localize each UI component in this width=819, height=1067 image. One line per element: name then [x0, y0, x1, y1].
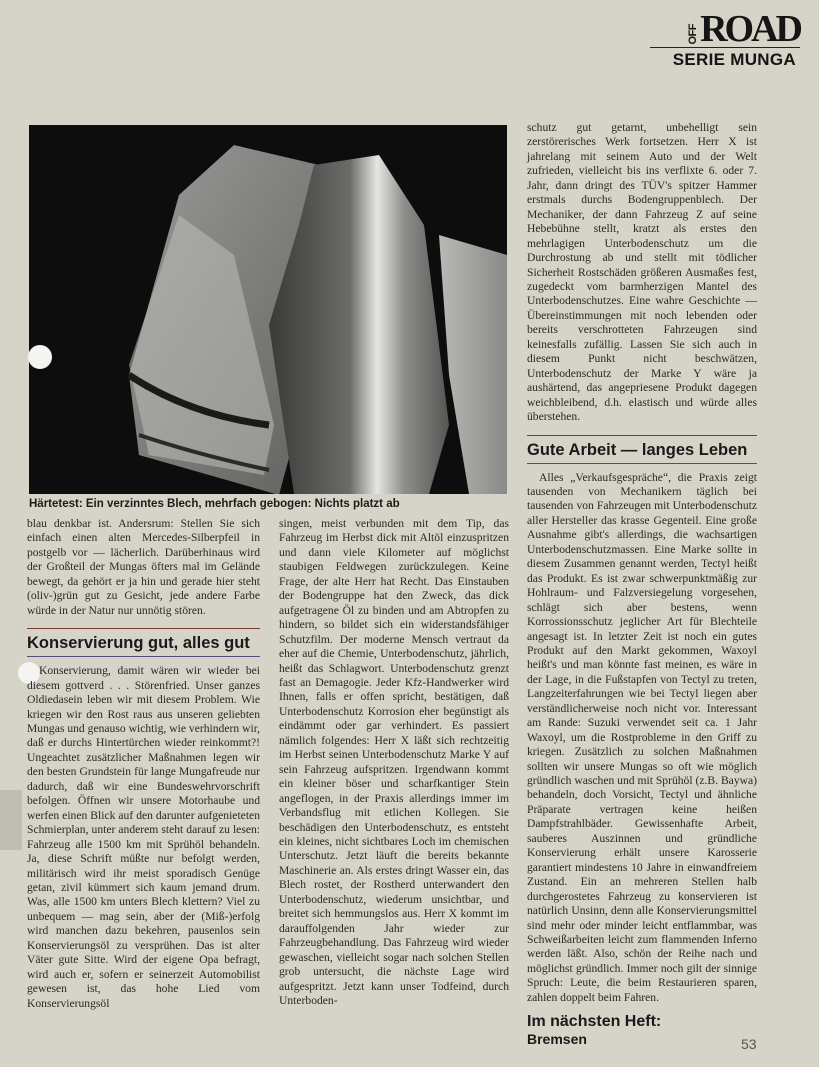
paragraph: blau denkbar ist. Andersrum: Stellen Sie sich einfach einen alten Mercedes-Silberpfeil in postgelb vor — lächerlich. Darüberhinaus wird der Großteil der Mungas öfters mal im Gelände bewegt, da gehört er ja hin und gerade hier steht (oliv-)grün gut zu Gesicht, jede andere Farbe würde in der Natur nur unnötig stören. [27, 517, 260, 617]
page-number: 53 [741, 1036, 757, 1052]
next-issue-topic: Bremsen [527, 1031, 587, 1048]
section-heading: Gute Arbeit — langes Leben [527, 435, 757, 464]
article-column-right [527, 121, 757, 1048]
bent-sheet-metal-image [29, 125, 507, 494]
photo-caption: Härtetest: Ein verzinntes Blech, mehrfach gebogen: Nichts platzt ab [29, 498, 400, 510]
series-title: SERIE MUNGA [672, 50, 796, 69]
offroad-logo [687, 8, 800, 50]
masthead-rule [650, 47, 800, 48]
article-photo [29, 125, 507, 494]
logo-road-text: ROAD [700, 8, 800, 50]
paragraph: schutz gut getarnt, unbehelligt sein zerstörerisches Werk fortsetzen. Herr X ist jahrelang mit seinem Auto und der Welt zufrieden, vielleicht bis ins verflixte 6. oder 7. Jahr, dann dringt des TÜV's spitzer Hammer erstmals durchs Bodengruppenblech. Der Mechaniker, der dann Fahrzeug Z auf seine Hebebühne stellt, kratzt als erstes den mehrlagigen Unterbodenschutz um die Durchrostung ab und stellt mit tödlicher Sicherheit Rostschäden größeren Ausmaßes fest, zugedeckt vom barmherzigen Mantel des Unterbodenschutzes. Eine wahre Geschichte — Übereinstimmungen mit noch lebenden oder bereits verschrotteten Fahrzeugen sind keinesfalls zufällig. Lassen Sie sich auch in diesem Punkt nicht beschwätzen, Unterbodenschutz der Marke Y wäre ja aushärtend, das angepriesene Produkt dagegen weichbleibend, d.h. elastisch und würde alles überstehen. [527, 121, 757, 424]
punch-hole [28, 345, 52, 369]
logo-off-text: OFF [687, 23, 700, 44]
section-heading: Konservierung gut, alles gut [27, 628, 260, 657]
article-column-left [27, 517, 260, 1011]
paragraph: Alles „Verkaufsgespräche“, die Praxis zeigt tausenden von Mechanikern täglich bei tausenden von Fahrzeugen mit Unterbodenschutz aller Hersteller das krasse Gegenteil. Eine große Ausnahme gibt's allerdings, die wachsartigen Unterbodenschutzmassen. Eine Marke sollte in diesem Zusammen genannt werden, Tectyl heißt das Produkt. Es ist zwar schwerpunktmäßig zur Hohlraum- und Falzversiegelung vorgesehen, schlägt sich aber bestens, wenn Korrossionsschutz jeglicher Art für Blechteile angesagt ist. In letzter Zeit ist noch ein gutes Produkt auf den Markt gekommen, Waxoyl heißt's und man könnte fast meinen, es wäre in der Lage, in die Fußstapfen von Tectyl zu treten, Langzeiterfahrungen wie bei Tectyl liegen aber verständlicherweise noch nicht vor. Interessant am Rande: Suzuki verwendet seit ca. 1 Jahr Waxoyl, um die Rostprobleme in den Griff zu kriegen. Zusätzlich zu solchen Maßnahmen sollten wir unsere Mungas so oft wie möglich gründlich waschen und mit Sprühöl (z.B. Baywa) behandeln, doch Vorsicht, Tectyl und ähnliche Präparate vertragen keine heißen Dampfstrahlbäder. Gewissenhafte Arbeit, sauberes Auszinnen und gründliche Konservierung erhält unsere Karosserie garantiert mindestens 10 Jahre in einwandfreiem Zustand. Ein an mehreren Stellen halb durchgerostetes Fahrzeug zu konservieren ist natürlich Unsinn, denn alle Konservierungsmittel sind mehr oder minder leicht entflammbar, was Schweißarbeiten leicht zum flammenden Inferno werden läßt. Also, schön der Reihe nach und möglichst gründlich. Immer noch gilt der sinnige Spruch: Leute, die beim Restaurieren sparen, zahlen doppelt beim Fahren. [527, 470, 757, 1004]
masthead [650, 6, 800, 69]
article-column-middle [279, 517, 509, 1008]
paragraph: Konservierung, damit wären wir wieder bei diesem gottverd . . . Störenfried. Unser ganzes Oldiedasein leben wir mit diesem Problem. Wie kriegen wir den Rost raus aus unseren geliebten Mungas und genauso wichtig, wie verhindern wir, daß er durchs Hintertürchen wieder reinkommt?! Ungeachtet zusätzlicher Maßnahmen legen wir den besten Grundstein für lange Mungafreude nur dadurch, daß wir eine Bundeswehrvorschrift befolgen. Öffnen wir unsere Motorhaube und werfen einen Blick auf den darunter aufgenieteten Schmierplan, unter anderem steht darauf zu lesen: Fahrzeug alle 1500 km mit Sprühöl behandeln. Ja, diese Schrift müßte nur befolgt werden, militärisch wird ihr meist sporadisch Genüge getan, zivil kümmert sich kaum jemand drum. Was, alle 1500 km unters Blech klettern? Viel zu unbequem — mag sein, aber der (Miß-)erfolg wird manchen dazu bekehren, pausenlos sein Konservierungsöl zu versprühen. Das ist alter Väter gute Sitte. Wird der eigene Opa befragt, wird auch er, sofern er seinerzeit Automobilist gewesen ist, das hohe Lied vom Konservierungsöl [27, 664, 260, 1010]
page-edge-mark [0, 790, 22, 850]
next-issue-label: Im nächsten Heft: [527, 1013, 662, 1031]
next-issue-box [527, 1013, 757, 1048]
paragraph: singen, meist verbunden mit dem Tip, das Fahrzeug im Herbst dick mit Altöl einzuspritzen und dann viele Kilometer auf möglichst staubigen Feldwegen zurückzulegen. Keine Frage, der alte Herr hat Recht. Das Einstauben der Bodengruppe hat den Zweck, das dick aufgetragene Öl zu binden und am Abtropfen zu hindern, so bildet sich ein widerstandsfähiger Schutzfilm. Der moderne Mensch vertraut da eher auf die Chemie, Unterbodenschutz, jährlich, heißt das Schlagwort. Unterbodenschutz grenzt fast an Demagogie. Jeder Kfz-Handwerker wird Ihnen, falls er offen spricht, bestätigen, daß Unterbodenschutz Korrosion eher begünstigt als eindämmt oder gar verhindert. Es passiert nämlich folgendes: Herr X läßt sich rechtzeitig im Herbst seinen Unterbodenschutz Marke Y auf sein Fahrzeug aufspritzen. Irgendwann kommt ein kleiner böser und scharfkantiger Stein angeflogen, in der Praxis allerdings immer im Verbandsflug mit etlichen Kollegen. Sie beschädigen den Unterbodenschutz, es entsteht ein kleines, nicht sichtbares Loch im chemischen Unterschutz. Jetzt läuft die bereits bekannte Maschinerie an. Als erstes dringt Wasser ein, das Blech rostet, der Rostherd unterwandert den Unterbodenschutz, wiederum unsichtbar, und breitet sich hemmungslos aus. Herr X kommt im darauffolgenden Jahr wieder zur Fahrzeugbehandlung. Das Fahrzeug wird wieder gewaschen, vielleicht sogar nach solchen Stellen grob untersucht, die nächste Lage wird aufgespritzt. Jetzt kann unser Todfeind, durch Unterboden- [279, 517, 509, 1007]
